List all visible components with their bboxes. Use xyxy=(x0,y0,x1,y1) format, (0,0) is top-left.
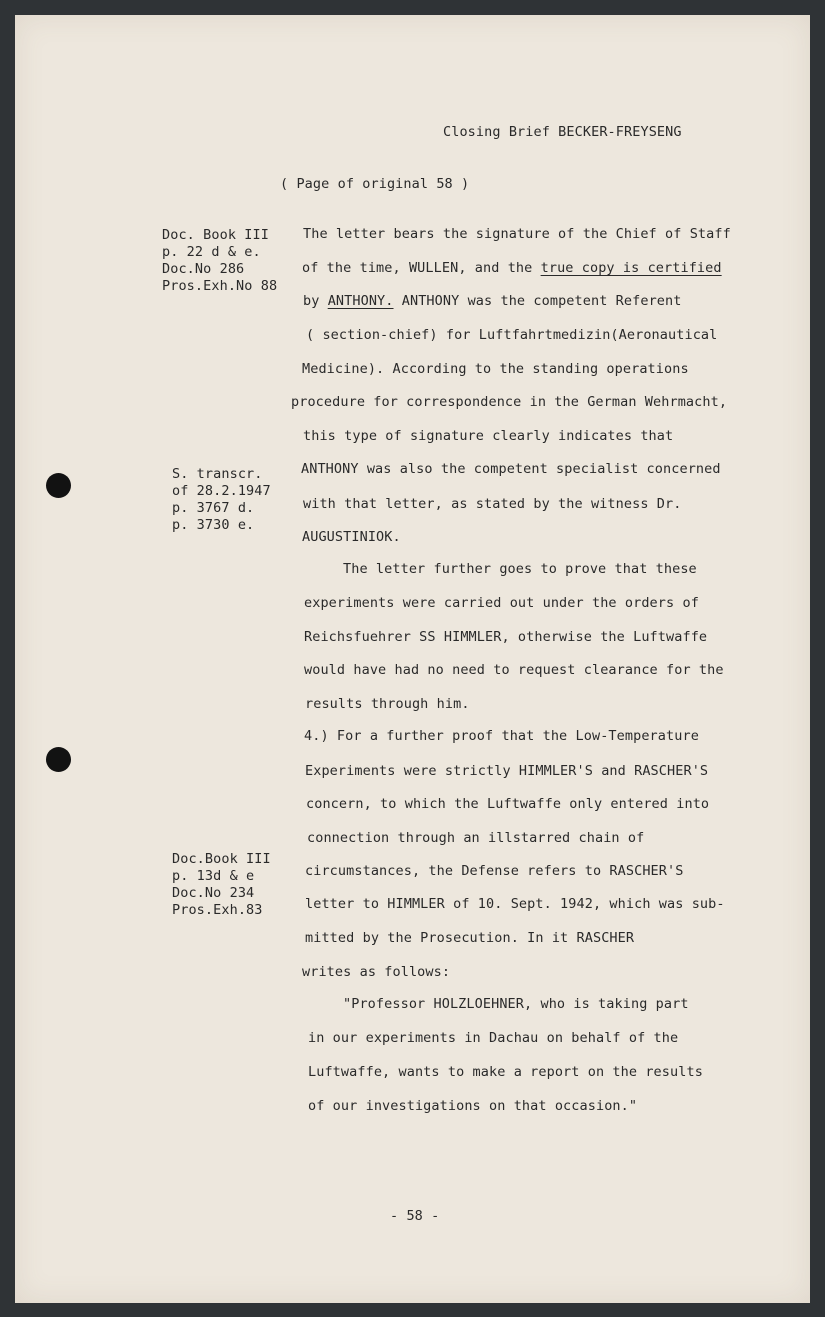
body-line: Experiments were strictly HIMMLER'S and RASCHER'S xyxy=(305,763,709,779)
body-line: letter to HIMMLER of 10. Sept. 1942, which was sub- xyxy=(305,896,725,912)
quote-line: of our investigations on that occasion." xyxy=(308,1098,638,1114)
document-page xyxy=(15,15,810,1303)
body-line: Reichsfuehrer SS HIMMLER, otherwise the Luftwaffe xyxy=(304,629,708,645)
page-number: - 58 - xyxy=(390,1208,440,1224)
body-line: ( section-chief) for Luftfahrtmedizin(Aeronautical xyxy=(306,327,718,343)
body-line: Medicine). According to the standing operations xyxy=(302,361,689,377)
body-line: procedure for correspondence in the German Wehrmacht, xyxy=(291,394,728,410)
body-line: concern, to which the Luftwaffe only entered into xyxy=(306,796,710,812)
body-line: AUGUSTINIOK. xyxy=(302,529,401,545)
margin-note-doc-book: Doc. Book III p. 22 d & e. Doc.No 286 Pros.Exh.No 88 xyxy=(162,227,278,294)
body-line: mitted by the Prosecution. In it RASCHER xyxy=(305,930,635,946)
punch-hole xyxy=(46,747,71,772)
body-line: connection through an illstarred chain of xyxy=(307,830,645,846)
punch-hole xyxy=(46,473,71,498)
body-line: with that letter, as stated by the witness Dr. xyxy=(303,496,682,512)
body-line: by ANTHONY. ANTHONY was the competent Referent xyxy=(303,293,682,309)
page-title: Closing Brief BECKER-FREYSENG xyxy=(443,124,682,140)
margin-note-transcript: S. transcr. of 28.2.1947 p. 3767 d. p. 3730 e. xyxy=(172,466,271,533)
body-line: 4.) For a further proof that the Low-Temperature xyxy=(304,728,699,744)
margin-note-doc-book: Doc.Book III p. 13d & e Doc.No 234 Pros.Exh.83 xyxy=(172,851,271,918)
page-of-original: ( Page of original 58 ) xyxy=(280,176,470,192)
body-line: results through him. xyxy=(305,696,470,712)
body-line: experiments were carried out under the orders of xyxy=(304,595,699,611)
body-line: ANTHONY was also the competent specialist concerned xyxy=(301,461,721,477)
body-line: of the time, WULLEN, and the true copy is certified xyxy=(302,260,722,276)
quote-line: Luftwaffe, wants to make a report on the results xyxy=(308,1064,703,1080)
body-line: writes as follows: xyxy=(302,964,451,980)
body-line: circumstances, the Defense refers to RASCHER'S xyxy=(305,863,684,879)
body-line: The letter bears the signature of the Chief of Staff xyxy=(303,226,731,242)
quote-line: in our experiments in Dachau on behalf of the xyxy=(308,1030,679,1046)
body-line: would have had no need to request clearance for the xyxy=(304,662,724,678)
body-line: this type of signature clearly indicates that xyxy=(303,428,674,444)
quote-line: "Professor HOLZLOEHNER, who is taking part xyxy=(343,996,689,1012)
body-line: The letter further goes to prove that these xyxy=(343,561,697,577)
